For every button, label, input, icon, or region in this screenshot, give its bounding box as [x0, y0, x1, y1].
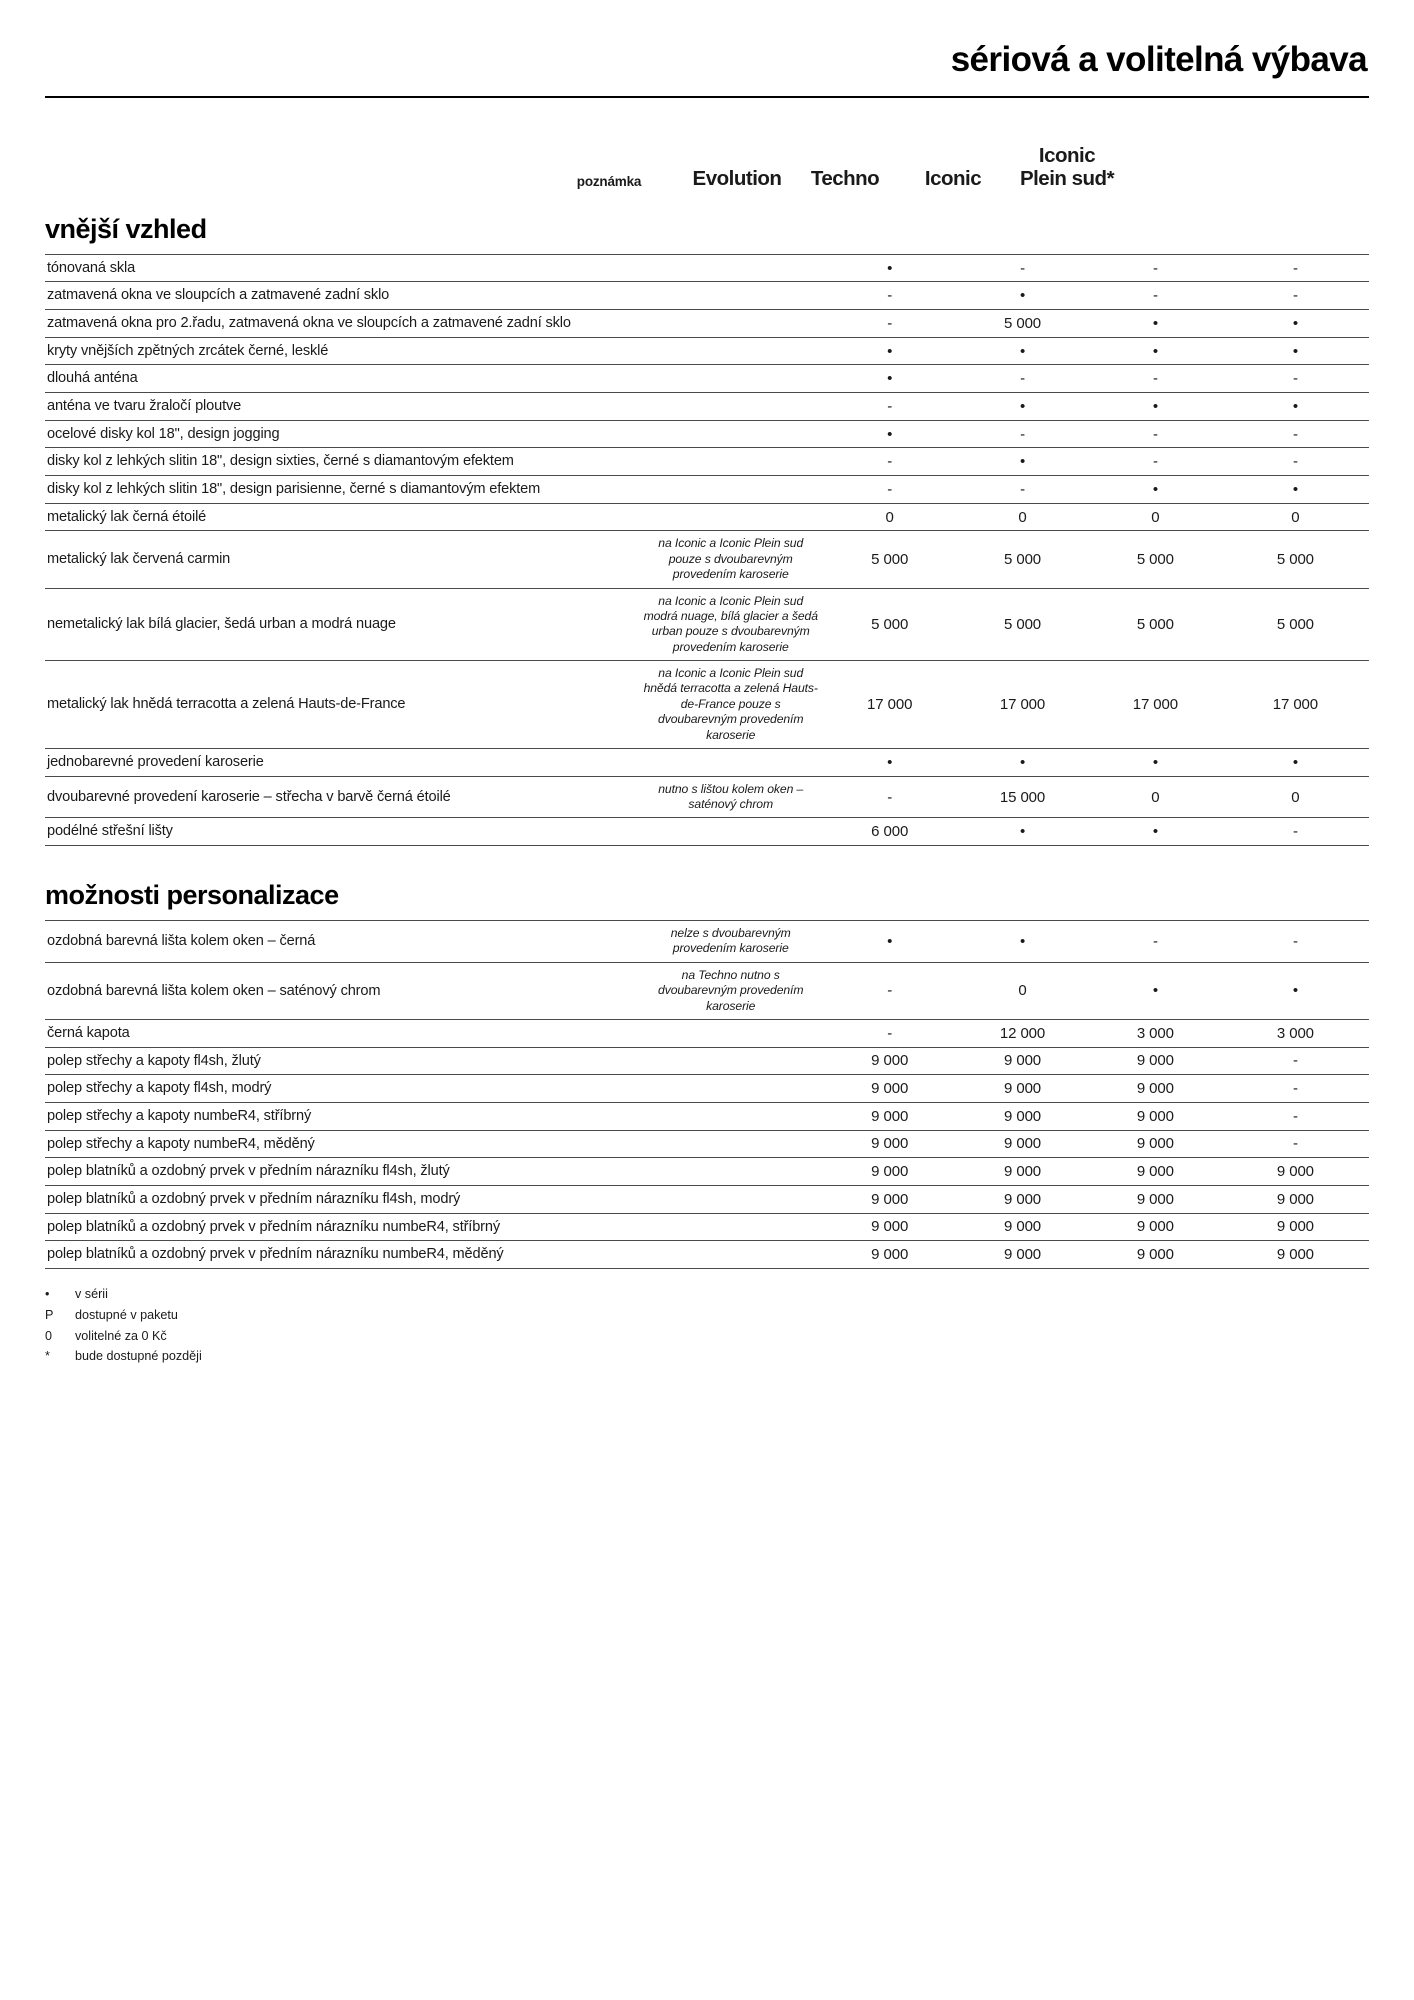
cell-value: 0 [1291, 508, 1300, 526]
feature-note [638, 1130, 823, 1158]
cell-value: 9 000 [1136, 1218, 1174, 1236]
cell-value: • [887, 342, 893, 360]
cell-value: - [1292, 425, 1298, 443]
cell-value: - [1292, 287, 1298, 305]
feature-note [638, 818, 823, 846]
section-title-exterior: vnější vzhled [45, 213, 207, 244]
feature-label: kryty vnějších zpětných zrcátek černé, lesklé [47, 342, 329, 359]
feature-label: metalický lak červená carmin [47, 551, 231, 568]
table-row [45, 365, 1369, 393]
feature-label: jednobarevné provedení karoserie [47, 753, 264, 770]
feature-label: polep blatníků a ozdobný prvek v předním nárazníku numbeR4, stříbrný [47, 1218, 501, 1235]
feature-note [638, 1075, 823, 1103]
feature-note: nelze s dvoubarevným provedením karoserie [670, 926, 791, 956]
cell-value: 0 [1018, 982, 1027, 1000]
table-row [45, 1241, 1369, 1269]
column-header-techno [791, 168, 899, 192]
cell-value: • [1152, 753, 1158, 771]
feature-note [638, 448, 823, 476]
feature-label: černá kapota [47, 1024, 130, 1041]
cell-value: 5 000 [1276, 551, 1314, 569]
cell-value: • [1019, 823, 1026, 841]
feature-label: podélné střešní lišty [47, 823, 173, 840]
cell-value: - [887, 314, 893, 332]
table-row [45, 962, 1369, 1019]
cell-value: - [1020, 259, 1025, 277]
table-row [45, 1102, 1369, 1130]
cell-value: • [1292, 342, 1298, 360]
cell-value: 9 000 [1276, 1190, 1314, 1208]
feature-note [638, 365, 823, 393]
cell-value: - [1020, 370, 1025, 388]
cell-value: 9 000 [871, 1163, 909, 1181]
title-divider [45, 96, 1369, 98]
spec-table-exterior-body [45, 254, 1369, 845]
feature-note [638, 1158, 823, 1186]
table-row [45, 661, 1369, 749]
cell-value: 9 000 [1004, 1052, 1042, 1070]
column-header-iconic [899, 168, 1007, 192]
cell-value: 0 [1151, 508, 1160, 526]
feature-label: metalický lak černá étoilé [47, 508, 207, 525]
legend-symbol: • [45, 1286, 50, 1301]
spec-table-exterior [45, 254, 1369, 846]
cell-value: 3 000 [1276, 1024, 1314, 1042]
cell-value: - [887, 982, 893, 1000]
feature-label: ocelové disky kol 18", design jogging [47, 425, 280, 442]
feature-note [638, 748, 823, 776]
cell-value: - [1152, 287, 1158, 305]
feature-label: polep střechy a kapoty numbeR4, stříbrný [47, 1107, 312, 1124]
cell-value: - [1152, 425, 1158, 443]
feature-note [638, 1185, 823, 1213]
cell-value: - [1292, 1080, 1298, 1098]
table-row [45, 1158, 1369, 1186]
feature-note: na Iconic a Iconic Plein sud modrá nuage, bílá glacier a šedá urban pouze s dvoubarevným provedením karoserie [643, 593, 818, 654]
feature-label: disky kol z lehkých slitin 18", design sixties, černé s diamantovým efektem [47, 453, 514, 470]
cell-value: • [887, 753, 893, 771]
cell-value: • [1019, 397, 1026, 415]
cell-value: - [1292, 823, 1298, 841]
cell-value: 9 000 [1004, 1107, 1042, 1125]
cell-value: 9 000 [1004, 1218, 1042, 1236]
cell-value: 0 [1291, 788, 1300, 806]
cell-value: - [887, 1024, 893, 1042]
cell-value: • [1292, 397, 1298, 415]
legend-symbol: P [45, 1307, 54, 1322]
feature-note [638, 1019, 823, 1047]
cell-value: 9 000 [871, 1052, 909, 1070]
cell-value: 9 000 [1276, 1246, 1314, 1264]
table-row [45, 1185, 1369, 1213]
cell-value: - [1152, 259, 1158, 277]
legend-text: bude dostupné později [75, 1349, 202, 1364]
cell-value: • [1019, 753, 1026, 771]
cell-value: • [1152, 314, 1158, 332]
column-header-note: poznámka [576, 173, 642, 189]
feature-note: nutno s lištou kolem oken – saténový chrom [658, 781, 804, 812]
feature-note [638, 254, 823, 282]
cell-value: • [1152, 480, 1158, 498]
feature-label: dlouhá anténa [47, 370, 138, 387]
table-row [45, 776, 1369, 818]
feature-note [638, 1213, 823, 1241]
feature-note [638, 393, 823, 421]
cell-value: 9 000 [871, 1080, 909, 1098]
feature-note [638, 503, 823, 531]
spec-table-personalization [45, 920, 1369, 1269]
cell-value: 0 [1018, 508, 1027, 526]
cell-value: - [887, 397, 893, 415]
cell-value: - [1292, 453, 1298, 471]
feature-label: polep střechy a kapoty fl4sh, žlutý [47, 1052, 261, 1069]
cell-value: 9 000 [871, 1190, 909, 1208]
feature-label: zatmavená okna pro 2.řadu, zatmavená okna ve sloupcích a zatmavené zadní sklo [47, 315, 571, 332]
feature-label: dvoubarevné provedení karoserie – střecha v barvě černá étoilé [47, 788, 451, 805]
legend-item [45, 1346, 1369, 1367]
feature-note [638, 310, 823, 338]
cell-value: - [887, 480, 893, 498]
cell-value: - [1020, 480, 1025, 498]
legend-text: v sérii [75, 1286, 108, 1301]
cell-value: - [887, 287, 893, 305]
feature-label: zatmavená okna ve sloupcích a zatmavené zadní sklo [47, 287, 390, 304]
column-header-iconic-plein-sud [1007, 145, 1127, 192]
legend-item [45, 1284, 1369, 1305]
feature-note [638, 420, 823, 448]
feature-label: metalický lak hnědá terracotta a zelená Hauts-de-France [47, 696, 406, 713]
legend-item [45, 1326, 1369, 1347]
cell-value: • [887, 370, 893, 388]
feature-label: polep střechy a kapoty numbeR4, měděný [47, 1135, 315, 1152]
cell-value: 9 000 [871, 1135, 909, 1153]
table-row [45, 448, 1369, 476]
section-title-personalization: možnosti personalizace [45, 880, 339, 911]
column-header-evolution [683, 168, 791, 192]
cell-value: 15 000 [999, 788, 1046, 806]
cell-value: 5 000 [1276, 615, 1314, 633]
cell-value: 3 000 [1136, 1024, 1174, 1042]
cell-value: • [1152, 342, 1158, 360]
feature-note: na Iconic a Iconic Plein sud hnědá terracotta a zelená Hauts-de-France pouze s dvoubarevným provedením karoserie [643, 666, 818, 742]
cell-value: 12 000 [999, 1024, 1046, 1042]
feature-note [638, 1047, 823, 1075]
feature-label: polep střechy a kapoty fl4sh, modrý [47, 1080, 272, 1097]
cell-value: 9 000 [1004, 1080, 1042, 1098]
feature-note [638, 282, 823, 310]
table-row [45, 921, 1369, 963]
cell-value: - [1292, 259, 1298, 277]
cell-value: • [1019, 287, 1026, 305]
table-row [45, 1019, 1369, 1047]
feature-label: ozdobná barevná lišta kolem oken – saténový chrom [47, 982, 381, 999]
table-row [45, 531, 1369, 588]
table-row [45, 1130, 1369, 1158]
legend-text: volitelné za 0 Kč [75, 1328, 167, 1343]
table-row [45, 476, 1369, 504]
page-title: sériová a volitelná výbava [950, 40, 1367, 79]
cell-value: • [887, 425, 893, 443]
table-row [45, 337, 1369, 365]
cell-value: • [1152, 397, 1158, 415]
cell-value: 9 000 [1004, 1190, 1042, 1208]
cell-value: 9 000 [1136, 1107, 1174, 1125]
feature-label: tónovaná skla [47, 259, 136, 276]
cell-value: 5 000 [1004, 314, 1042, 332]
table-row [45, 254, 1369, 282]
cell-value: 9 000 [1004, 1246, 1042, 1264]
cell-value: 9 000 [1276, 1163, 1314, 1181]
cell-value: 9 000 [1136, 1052, 1174, 1070]
feature-label: polep blatníků a ozdobný prvek v předním nárazníku fl4sh, modrý [47, 1190, 461, 1207]
cell-value: 17 000 [1272, 696, 1319, 714]
feature-note: na Iconic a Iconic Plein sud pouze s dvoubarevným provedením karoserie [658, 536, 804, 582]
feature-label: anténa ve tvaru žraločí ploutve [47, 398, 242, 415]
cell-value: 9 000 [1004, 1135, 1042, 1153]
cell-value: - [1292, 370, 1298, 388]
feature-label: polep blatníků a ozdobný prvek v předním nárazníku numbeR4, měděný [47, 1246, 504, 1263]
column-header-techno-line1: Techno [810, 166, 880, 190]
feature-note [638, 1102, 823, 1130]
legend-text: dostupné v paketu [75, 1307, 178, 1322]
cell-value: 5 000 [1136, 551, 1174, 569]
cell-value: • [887, 932, 893, 950]
cell-value: - [1152, 932, 1158, 950]
cell-value: 5 000 [1004, 615, 1042, 633]
cell-value: • [1292, 982, 1298, 1000]
table-row [45, 310, 1369, 338]
cell-value: 9 000 [1136, 1135, 1174, 1153]
cell-value: - [887, 788, 893, 806]
cell-value: 17 000 [1132, 696, 1179, 714]
feature-note [638, 476, 823, 504]
cell-value: - [1292, 932, 1298, 950]
cell-value: 5 000 [1136, 615, 1174, 633]
cell-value: 9 000 [1136, 1163, 1174, 1181]
table-row [45, 588, 1369, 661]
cell-value: 9 000 [1136, 1080, 1174, 1098]
table-row [45, 503, 1369, 531]
cell-value: • [1019, 342, 1026, 360]
cell-value: 9 000 [871, 1246, 909, 1264]
feature-note [638, 337, 823, 365]
cell-value: 17 000 [999, 696, 1046, 714]
legend [45, 1284, 1369, 1367]
table-row [45, 818, 1369, 846]
cell-value: 17 000 [867, 696, 913, 714]
cell-value: 0 [885, 508, 894, 526]
cell-value: 9 000 [871, 1107, 909, 1125]
feature-label: nemetalický lak bílá glacier, šedá urban a modrá nuage [47, 616, 396, 632]
cell-value: - [1152, 370, 1158, 388]
feature-label: disky kol z lehkých slitin 18", design parisienne, černé s diamantovým efektem [47, 481, 541, 498]
cell-value: - [1292, 1107, 1298, 1125]
legend-symbol: 0 [45, 1328, 53, 1343]
spec-table-personalization-body [45, 921, 1369, 1269]
cell-value: - [1292, 1052, 1298, 1070]
cell-value: • [887, 259, 893, 277]
cell-value: • [1152, 823, 1158, 841]
cell-value: 9 000 [1136, 1246, 1174, 1264]
cell-value: • [1019, 453, 1026, 471]
cell-value: • [1292, 480, 1298, 498]
cell-value: 5 000 [871, 551, 909, 569]
feature-note [638, 1241, 823, 1269]
cell-value: • [1152, 982, 1158, 1000]
cell-value: - [1020, 425, 1025, 443]
cell-value: 5 000 [871, 615, 909, 633]
table-row [45, 420, 1369, 448]
table-row [45, 282, 1369, 310]
cell-value: - [1292, 1135, 1298, 1153]
table-row [45, 1213, 1369, 1241]
table-row [45, 393, 1369, 421]
column-header-iconic-plein-sud-line2: Plein sud* [1019, 166, 1115, 190]
cell-value: 6 000 [871, 823, 909, 841]
feature-label: polep blatníků a ozdobný prvek v předním nárazníku fl4sh, žlutý [47, 1163, 450, 1180]
column-header-iconic-line1: Iconic [924, 166, 982, 190]
cell-value: 0 [1151, 788, 1160, 806]
feature-label: ozdobná barevná lišta kolem oken – černá [47, 933, 316, 950]
table-row [45, 748, 1369, 776]
cell-value: • [1019, 932, 1026, 950]
cell-value: • [1292, 753, 1298, 771]
cell-value: 9 000 [1276, 1218, 1314, 1236]
column-header-band [45, 134, 1369, 192]
cell-value: 5 000 [1004, 551, 1042, 569]
document-header [45, 0, 1369, 98]
cell-value: - [887, 453, 893, 471]
cell-value: 9 000 [871, 1218, 909, 1236]
column-header-iconic-plein-sud-line1: Iconic [1038, 143, 1096, 167]
column-header-evolution-line1: Evolution [692, 166, 782, 190]
table-row [45, 1047, 1369, 1075]
legend-symbol: * [45, 1349, 50, 1364]
table-row [45, 1075, 1369, 1103]
cell-value: 9 000 [1004, 1163, 1042, 1181]
feature-note: na Techno nutno s dvoubarevným provedením karoserie [658, 967, 804, 1013]
legend-item [45, 1305, 1369, 1326]
cell-value: 9 000 [1136, 1190, 1174, 1208]
cell-value: - [1152, 453, 1158, 471]
cell-value: • [1292, 314, 1298, 332]
